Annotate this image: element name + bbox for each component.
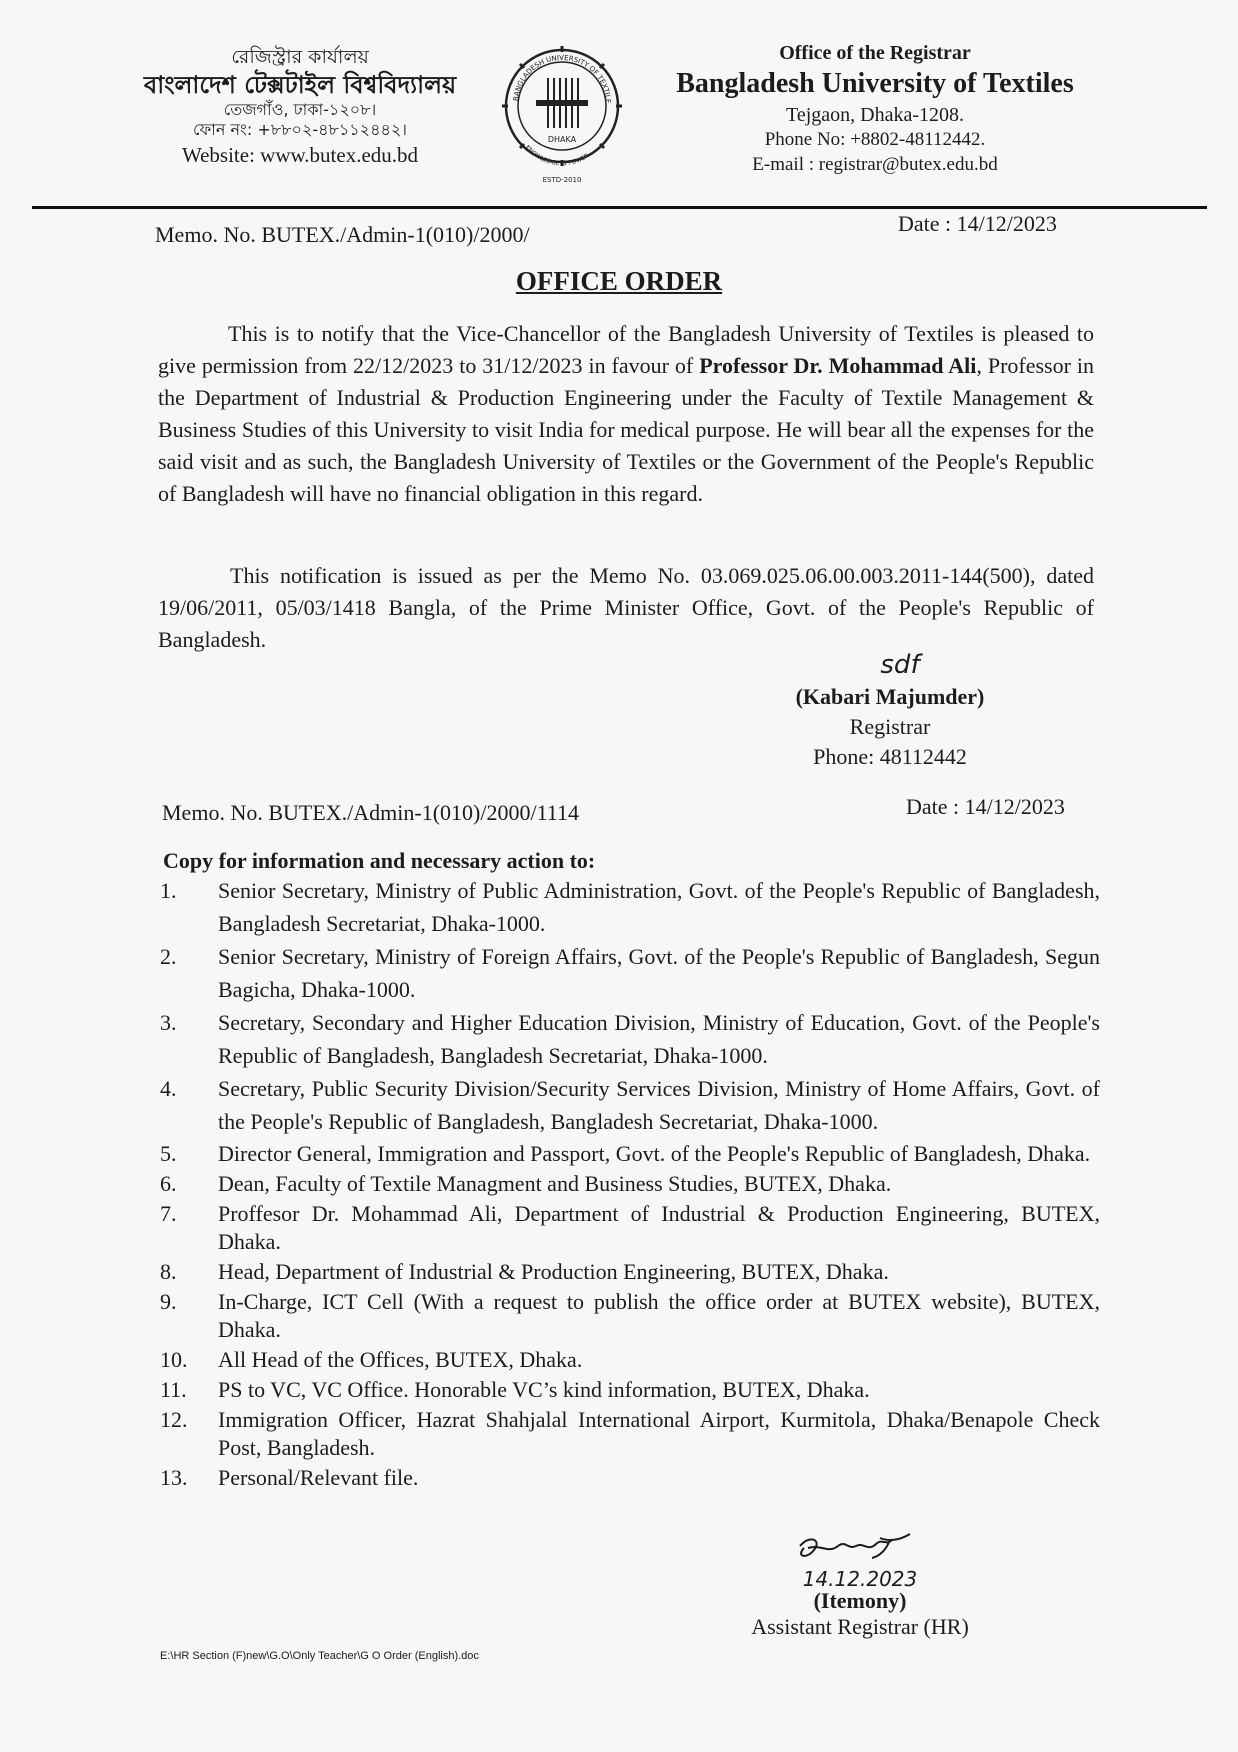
seal-estd: ESTD-2010 xyxy=(542,176,582,184)
copy-list-item xyxy=(160,1258,1100,1286)
registrar-phone: Phone: 48112442 xyxy=(813,744,967,769)
registrar-signature-block xyxy=(760,648,1020,772)
paragraph-1-rest: , Professor in the Department of Industrial & Production Engineering under the Faculty of Textile Management & Business Studies of this University to visit India for medical purpose. He will bear all the expenses for the said visit and as such, the Bangladesh University of Textiles or the Government of the People's Republic of Bangladesh will have no financial obligation in this regard. xyxy=(158,353,1094,506)
copy-list-number: 1. xyxy=(160,878,177,903)
copy-list-number: 10. xyxy=(160,1347,188,1372)
copy-list-number: 11. xyxy=(160,1377,187,1402)
letterhead-english xyxy=(640,40,1110,178)
registrar-designation: Registrar xyxy=(849,714,931,739)
copy-list-text: Secretary, Public Security Division/Security Services Division, Ministry of Home Affairs, Govt. of the People's Republic of Bangladesh, Bangladesh Secretariat, Dhaka-1000. xyxy=(218,1076,1100,1134)
phone-number: Phone No: +8802-48112442. xyxy=(764,129,986,151)
date-bottom: Date : 14/12/2023 xyxy=(906,794,1065,819)
copy-list-number: 3. xyxy=(160,1010,177,1035)
bangla-university-name: বাংলাদেশ টেক্সটাইল বিশ্ববিদ্যালয় xyxy=(143,70,457,99)
copy-heading: Copy for information and necessary action to: xyxy=(163,848,596,873)
copy-list-item xyxy=(160,1406,1100,1462)
address: Tejgaon, Dhaka-1208. xyxy=(786,104,964,127)
paragraph-1-intro: This is to notify that the Vice-Chancellor of the Bangladesh University of Textiles is pleased to give permission from 22/12/2023 to 31/12/2023 in favour of xyxy=(158,321,1094,378)
copy-list-item xyxy=(160,874,1100,940)
copy-list-number: 5. xyxy=(160,1141,177,1166)
copy-list-text: Senior Secretary, Ministry of Foreign Affairs, Govt. of the People's Republic of Bangladesh, Segun Bagicha, Dhaka-1000. xyxy=(218,944,1100,1002)
copy-list-text: Director General, Immigration and Passport, Govt. of the People's Republic of Bangladesh, Dhaka. xyxy=(218,1141,1091,1166)
copy-list-text: Senior Secretary, Ministry of Public Administration, Govt. of the People's Republic of Bangladesh, Bangladesh Secretariat, Dhaka-1000. xyxy=(218,878,1100,936)
email-address: E-mail : registrar@butex.edu.bd xyxy=(752,154,998,176)
copy-list-text: Secretary, Secondary and Higher Education Division, Ministry of Education, Govt. of the People's Republic of Bangladesh, Bangladesh Secretariat, Dhaka-1000. xyxy=(218,1010,1100,1068)
copy-list-item xyxy=(160,1200,1100,1256)
registrar-name: (Kabari Majumder) xyxy=(795,684,985,709)
copy-list-number: 4. xyxy=(160,1076,177,1101)
svg-text:KNOWLEDGE IS POWER xyxy=(524,144,590,167)
copy-list-text: Personal/Relevant file. xyxy=(218,1465,419,1490)
bangla-office-title: রেজিস্ট্রার কার্যালয় xyxy=(231,46,369,68)
memo-number-bottom: Memo. No. BUTEX./Admin-1(010)/2000/1114 xyxy=(162,800,579,825)
university-seal-icon xyxy=(500,42,624,190)
copy-list-text: Proffesor Dr. Mohammad Ali, Department of Industrial & Production Engineering, BUTEX, Dhaka. xyxy=(218,1201,1100,1254)
copy-list-item xyxy=(160,1170,1100,1198)
copy-list-text: PS to VC, VC Office. Honorable VC’s kind information, BUTEX, Dhaka. xyxy=(218,1377,870,1402)
copy-list-item xyxy=(160,1376,1100,1404)
copy-list-number: 13. xyxy=(160,1465,188,1490)
letterhead-bangla xyxy=(120,46,480,168)
copy-list-number: 7. xyxy=(160,1201,177,1226)
copy-list-text: Dean, Faculty of Textile Managment and Business Studies, BUTEX, Dhaka. xyxy=(218,1171,892,1196)
letterhead-divider xyxy=(32,206,1207,209)
assistant-registrar-signature-block xyxy=(730,1528,990,1640)
file-path-footer: E:\HR Section (F)new\G.O\Only Teacher\G O Order (English).doc xyxy=(160,1650,479,1662)
handwritten-signature-icon xyxy=(760,1528,960,1592)
assistant-registrar-name: (Itemony) xyxy=(813,1588,907,1613)
copy-recipient-list xyxy=(160,874,1100,1492)
seal-city: DHAKA xyxy=(547,135,577,144)
signature-date: 14.12.2023 xyxy=(802,1567,918,1591)
copy-list-text: Head, Department of Industrial & Production Engineering, BUTEX, Dhaka. xyxy=(218,1259,889,1284)
office-title: Office of the Registrar xyxy=(779,42,971,64)
assistant-registrar-designation: Assistant Registrar (HR) xyxy=(751,1614,969,1639)
copy-list-item xyxy=(160,1288,1100,1344)
university-name: Bangladesh University of Textiles xyxy=(676,68,1074,99)
professor-name: Professor Dr. Mohammad Ali xyxy=(699,353,977,378)
copy-list-text: In-Charge, ICT Cell (With a request to publish the office order at BUTEX website), BUTEX, Dhaka. xyxy=(218,1289,1100,1342)
copy-list-number: 2. xyxy=(160,944,177,969)
copy-list-number: 8. xyxy=(160,1259,177,1284)
copy-list-item xyxy=(160,1072,1100,1138)
copy-list-number: 12. xyxy=(160,1407,188,1432)
copy-list-item xyxy=(160,940,1100,1006)
copy-list-item xyxy=(160,1464,1100,1492)
copy-list-item xyxy=(160,1346,1100,1374)
document-title xyxy=(0,266,1238,297)
body-paragraph-2: This notification is issued as per the Memo No. 03.069.025.06.00.003.2011-144(500), dated 19/06/2011, 05/03/1418 Bangla, of the Prime Minister Office, Govt. of the People's Republic of Bangladesh. xyxy=(158,563,1094,652)
sdf-signature: sdf xyxy=(880,650,920,680)
bangla-phone: ফোন নং: +৮৮০২-৪৮১১২৪৪২। xyxy=(193,119,407,139)
copy-list-text: All Head of the Offices, BUTEX, Dhaka. xyxy=(218,1347,583,1372)
body-paragraph-1 xyxy=(158,318,1094,510)
bangla-address: তেজগাঁও, ঢাকা-১২০৮। xyxy=(223,99,377,119)
copy-list-number: 6. xyxy=(160,1171,177,1196)
document-title-text: OFFICE ORDER xyxy=(515,266,723,296)
date-top: Date : 14/12/2023 xyxy=(898,211,1057,236)
copy-list-item xyxy=(160,1140,1100,1168)
seal-motto: KNOWLEDGE IS POWER xyxy=(523,143,591,168)
website-text: Website: www.butex.edu.bd xyxy=(181,142,419,167)
copy-list-number: 9. xyxy=(160,1289,177,1314)
copy-list-text: Immigration Officer, Hazrat Shahjalal International Airport, Kurmitola, Dhaka/Benapole Check Post, Bangladesh. xyxy=(218,1407,1100,1460)
memo-number-top: Memo. No. BUTEX./Admin-1(010)/2000/ xyxy=(155,222,530,247)
copy-list-item xyxy=(160,1006,1100,1072)
seal-ring-text: BANGLADESH UNIVERSITY OF TEXTILE xyxy=(512,53,613,104)
